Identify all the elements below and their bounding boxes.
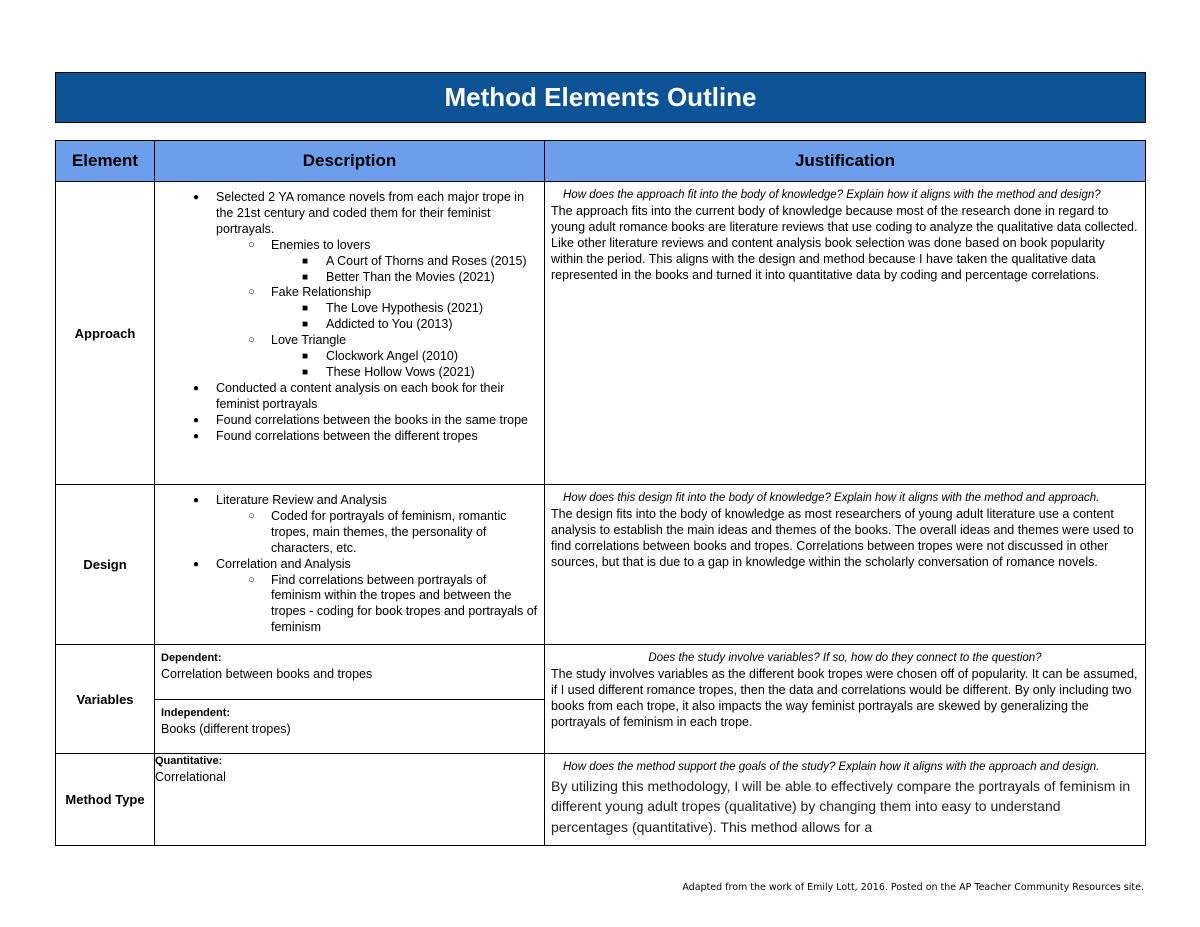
list-item: ○ Enemies to lovers [161,238,538,254]
list-item: ○ Find correlations between portrayals of feminism within the tropes and between the tropes - coding for book tropes and portrayals of feminism [161,573,538,637]
design-description [155,485,545,645]
method-question: How does the method support the goals of the study? Explain how it aligns with the approach and design. [563,761,1100,773]
design-row [56,485,1146,645]
method-row [56,754,1146,846]
variables-justification-cell [545,645,1146,754]
list-item: ■ Clockwork Angel (2010) [161,349,538,365]
variables-description [155,645,545,754]
list-item: ○ Love Triangle [161,333,538,349]
list-item: ● Literature Review and Analysis [161,493,538,509]
footer-credit: Adapted from the work of Emily Lott, 2016. Posted on the AP Teacher Community Resources site. [682,882,1144,893]
variables-label: Variables [56,645,155,754]
variables-justification: The study involves variables as the different book tropes were chosen off of popularity. It can be assumed, if I used different romance tropes, then the data and correlations would be different. By only including two books from each trope, it also impacts the way feminist portrayals are skewed by generalizing the portrayals of feminism in each trope. [551,666,1138,729]
dependent-variable [155,645,544,699]
approach-justification-cell [545,182,1146,485]
variables-question: Does the study involve variables? If so, how do they connect to the question? [648,652,1042,664]
approach-label: Approach [56,182,155,485]
page-title: Method Elements Outline [55,72,1146,123]
list-item: ● Correlation and Analysis [161,557,538,573]
list-item: ■ The Love Hypothesis (2021) [161,301,538,317]
dependent-value: Correlation between books and tropes [161,666,373,681]
list-item: ● Selected 2 YA romance novels from each major trope in the 21st century and coded them for their feminist portrayals. [161,190,538,238]
list-item: ■ Addicted to You (2013) [161,317,538,333]
independent-variable [155,699,544,744]
method-justification: By utilizing this methodology, I will be able to effectively compare the portrayals of feminism in different young adult tropes (qualitative) by changing them into easy to understand percentages (quantitative). This method allows for a [551,777,1131,835]
list-item: ○ Coded for portrayals of feminism, romantic tropes, main themes, the personality of characters, etc. [161,509,538,557]
list-item: ○ Fake Relationship [161,285,538,301]
method-label: Method Type [56,754,155,846]
variables-row [56,645,1146,754]
dependent-label: Dependent: [161,652,222,664]
list-item: ■ Better Than the Movies (2021) [161,270,538,286]
design-label: Design [56,485,155,645]
independent-value: Books (different tropes) [161,721,291,736]
header-row [56,141,1146,182]
design-justification: The design fits into the body of knowledge as most researchers of young adult literature use a content analysis to establish the main ideas and themes of the books. The overall ideas and themes were used to find correlations between books and tropes. Correlations between tropes were not discussed in other sources, but that is due to a gap in knowledge within the scholarly conversation of romance novels. [551,506,1134,569]
list-item: ● Found correlations between the different tropes [161,429,538,445]
list-item: ● Conducted a content analysis on each book for their feminist portrayals [161,381,538,413]
method-type-label: Quantitative: [155,755,223,767]
header-description: Description [155,141,545,182]
method-justification-cell [545,754,1146,846]
approach-justification: The approach fits into the current body of knowledge because most of the research done in regard to young adult romance books are literature reviews that use coding to analyze the qualitative data collected. Like other literature reviews and content analysis book selection was done based on book popularity within the period. This aligns with the design and method because I have taken the qualitative data represented in the books and turned it into quantitative data by coding and percentage correlations. [551,203,1138,282]
list-item: ● Found correlations between the books in the same trope [161,413,538,429]
approach-question: How does the approach fit into the body of knowledge? Explain how it aligns with the method and design? [563,189,1101,201]
design-justification-cell [545,485,1146,645]
design-question: How does this design fit into the body of knowledge? Explain how it aligns with the method and approach. [563,492,1100,504]
header-justification: Justification [545,141,1146,182]
header-element: Element [56,141,155,182]
approach-description [155,182,545,485]
method-type-value: Correlational [155,769,226,784]
list-item: ■ A Court of Thorns and Roses (2015) [161,254,538,270]
independent-label: Independent: [161,707,231,719]
approach-row [56,182,1146,485]
method-elements-table [55,140,1146,846]
method-description [155,754,545,846]
list-item: ■ These Hollow Vows (2021) [161,365,538,381]
